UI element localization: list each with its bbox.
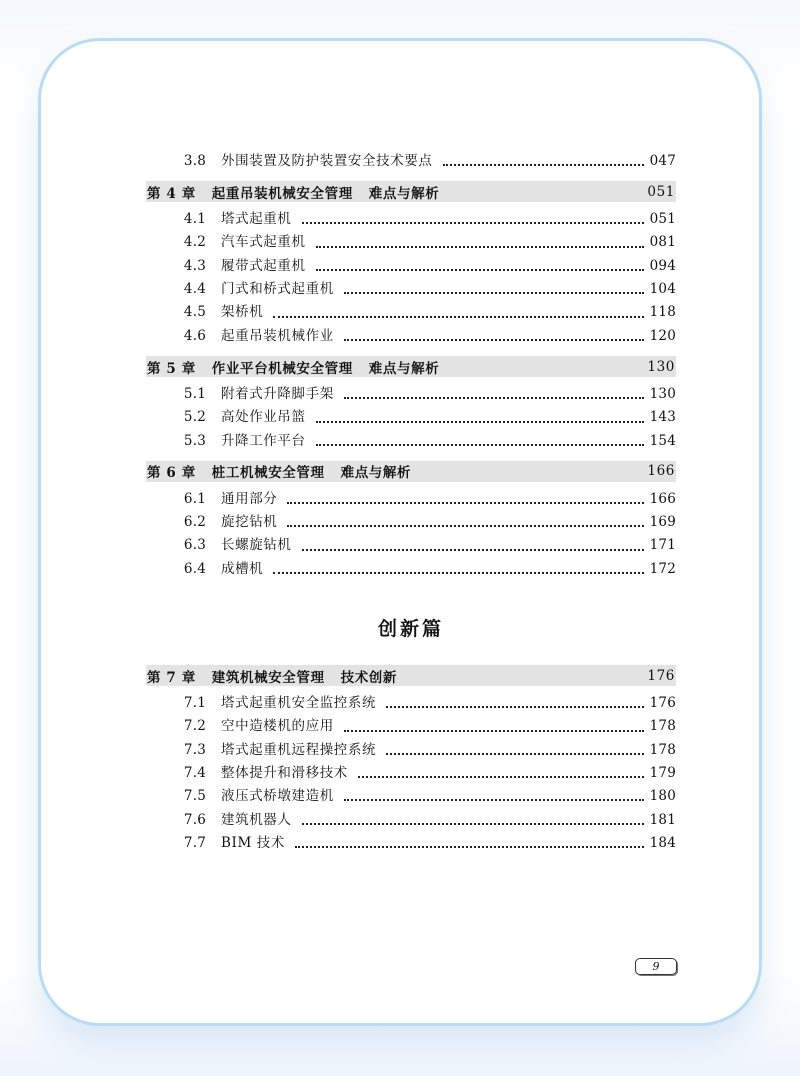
dot-leader — [344, 396, 644, 399]
dot-leader — [358, 775, 644, 778]
entry-number: 7.7 — [183, 834, 206, 851]
toc-entry-7-6[interactable] — [146, 809, 676, 832]
entry-number: 6.1 — [183, 490, 206, 507]
chapter-label: 第 7 章 — [147, 669, 196, 686]
entry-page: 143 — [649, 409, 676, 426]
part-title: 创新篇 — [377, 618, 444, 641]
toc-entry-4-4[interactable] — [146, 278, 676, 301]
toc-entry-6-4[interactable] — [146, 558, 676, 581]
entry-title: 汽车式起重机 — [221, 234, 306, 251]
dot-leader — [386, 752, 644, 755]
toc-entry-5-2[interactable] — [146, 406, 676, 429]
entry-title: 成槽机 — [221, 560, 264, 577]
entry-title: 空中造楼机的应用 — [221, 718, 334, 735]
entry-title: 整体提升和滑移技术 — [221, 764, 348, 781]
entry-title: 建筑机器人 — [221, 811, 292, 828]
entry-page: 169 — [649, 514, 676, 531]
entry-title: BIM 技术 — [221, 834, 285, 851]
chapter-label: 第 4 章 — [147, 185, 196, 202]
entry-page: 094 — [649, 257, 676, 274]
entry-number: 4.5 — [183, 304, 206, 321]
entry-page: 047 — [649, 152, 676, 169]
entry-page: 171 — [649, 537, 676, 554]
chapter-page: 051 — [647, 183, 675, 200]
toc-entry-5-3[interactable] — [146, 430, 676, 453]
dot-leader — [287, 524, 643, 527]
chapter-subtitle: 技术创新 — [340, 669, 398, 686]
dot-leader — [443, 163, 644, 166]
chapter-page: 130 — [647, 358, 675, 375]
chapter-label: 第 5 章 — [147, 360, 196, 377]
toc-entry-3-8[interactable] — [146, 150, 676, 173]
entry-number: 6.3 — [183, 537, 206, 554]
entry-number: 7.6 — [183, 811, 206, 828]
chapter-5-heading[interactable] — [146, 356, 676, 377]
entry-page: 184 — [649, 834, 676, 851]
dot-leader — [316, 245, 644, 248]
dot-leader — [386, 705, 644, 708]
chapter-title: 建筑机械安全管理 — [211, 669, 325, 686]
entry-number: 7.3 — [183, 741, 206, 758]
entry-title: 外围装置及防护装置安全技术要点 — [221, 152, 433, 169]
entry-page: 179 — [649, 764, 676, 781]
dot-leader — [344, 338, 644, 341]
entry-title: 旋挖钻机 — [221, 514, 278, 531]
entry-number: 7.1 — [183, 695, 206, 712]
entry-page: 130 — [649, 385, 676, 402]
entry-number: 5.2 — [183, 409, 206, 426]
entry-title: 通用部分 — [221, 490, 278, 507]
entry-title: 高处作业吊篮 — [221, 409, 306, 426]
dot-leader — [302, 548, 644, 551]
entry-title: 升降工作平台 — [221, 432, 306, 449]
entry-title: 液压式桥墩建造机 — [221, 788, 334, 805]
toc-entry-6-2[interactable] — [146, 511, 676, 534]
dot-leader — [273, 571, 643, 574]
entry-title: 长螺旋钻机 — [221, 537, 292, 554]
chapter-subtitle: 难点与解析 — [368, 185, 440, 202]
entry-page: 118 — [649, 304, 676, 321]
toc-entry-7-3[interactable] — [146, 739, 676, 762]
dot-leader — [273, 315, 643, 318]
toc-entry-7-4[interactable] — [146, 762, 676, 785]
entry-number: 7.2 — [183, 718, 206, 735]
entry-title: 门式和桥式起重机 — [221, 281, 334, 298]
entry-title: 起重吊装机械作业 — [221, 327, 334, 344]
chapter-title: 作业平台机械安全管理 — [211, 360, 353, 377]
dot-leader — [295, 845, 644, 848]
entry-title: 履带式起重机 — [221, 257, 306, 274]
page-number: 9 — [635, 958, 677, 975]
dot-leader — [344, 729, 644, 732]
chapter-7-heading[interactable] — [146, 665, 676, 686]
entry-title: 塔式起重机远程操控系统 — [221, 741, 377, 758]
chapter-subtitle: 难点与解析 — [340, 465, 412, 482]
entry-page: 081 — [649, 234, 676, 251]
entry-page: 104 — [649, 281, 676, 298]
toc-entry-6-3[interactable] — [146, 535, 676, 558]
entry-number: 6.4 — [183, 560, 206, 577]
entry-number: 7.5 — [183, 788, 206, 805]
chapter-page: 176 — [647, 667, 675, 684]
toc-entry-4-3[interactable] — [146, 255, 676, 278]
toc-entry-7-2[interactable] — [146, 715, 676, 738]
entry-page: 180 — [649, 788, 676, 805]
toc-entry-7-7[interactable] — [146, 832, 676, 855]
entry-page: 120 — [649, 327, 676, 344]
entry-number: 6.2 — [183, 514, 206, 531]
dot-leader — [302, 221, 644, 224]
toc-entry-7-5[interactable] — [146, 785, 676, 808]
entry-page: 181 — [649, 811, 676, 828]
chapter-subtitle: 难点与解析 — [368, 360, 440, 377]
dot-leader — [316, 268, 644, 271]
entry-number: 3.8 — [183, 152, 206, 169]
entry-number: 5.3 — [183, 432, 206, 449]
entry-title: 附着式升降脚手架 — [221, 385, 334, 402]
entry-page: 178 — [649, 718, 676, 735]
entry-page: 178 — [649, 741, 676, 758]
toc-entry-6-1[interactable] — [146, 488, 676, 511]
chapter-title: 桩工机械安全管理 — [211, 465, 325, 482]
dot-leader — [316, 420, 644, 423]
table-of-contents — [146, 150, 676, 855]
dot-leader — [302, 822, 644, 825]
toc-entry-7-1[interactable] — [146, 692, 676, 715]
entry-number: 4.2 — [183, 234, 206, 251]
chapter-4-heading[interactable] — [146, 181, 676, 202]
dot-leader — [344, 291, 644, 294]
entry-number: 4.3 — [183, 257, 206, 274]
dot-leader — [316, 443, 644, 446]
entry-number: 7.4 — [183, 764, 206, 781]
toc-entry-4-2[interactable] — [146, 232, 676, 255]
chapter-label: 第 6 章 — [147, 465, 196, 482]
toc-entry-5-1[interactable] — [146, 383, 676, 406]
entry-number: 4.1 — [183, 211, 206, 228]
entry-title: 塔式起重机 — [221, 211, 292, 228]
entry-page: 172 — [649, 560, 676, 577]
entry-page: 166 — [649, 490, 676, 507]
toc-entry-4-5[interactable] — [146, 301, 676, 324]
dot-leader — [287, 501, 643, 504]
chapter-page: 166 — [647, 463, 675, 480]
toc-entry-4-1[interactable] — [146, 208, 676, 231]
entry-title: 塔式起重机安全监控系统 — [221, 695, 377, 712]
chapter-title: 起重吊装机械安全管理 — [211, 185, 353, 202]
toc-entry-4-6[interactable] — [146, 325, 676, 348]
entry-page: 176 — [649, 695, 676, 712]
entry-number: 4.6 — [183, 327, 206, 344]
entry-number: 4.4 — [183, 281, 206, 298]
dot-leader — [344, 798, 644, 801]
entry-number: 5.1 — [183, 385, 206, 402]
chapter-6-heading[interactable] — [146, 461, 676, 482]
entry-title: 架桥机 — [221, 304, 264, 321]
entry-page: 051 — [649, 211, 676, 228]
entry-page: 154 — [649, 432, 676, 449]
